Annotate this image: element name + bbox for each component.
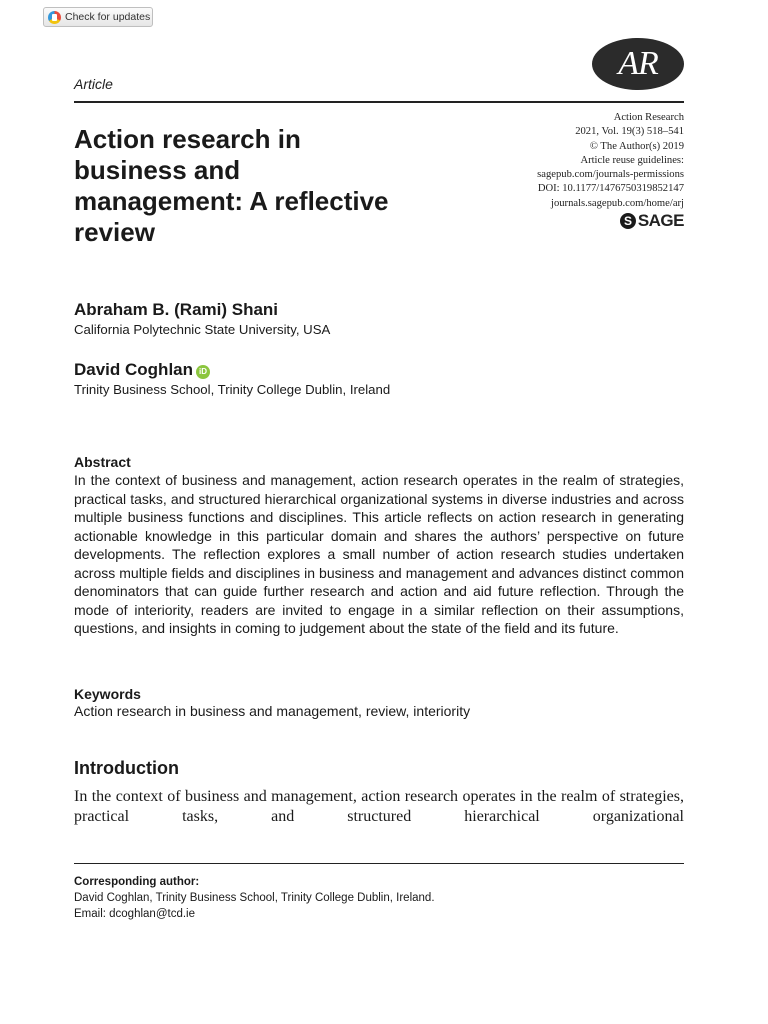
- author-2: [74, 360, 390, 397]
- sage-icon: S: [620, 213, 636, 229]
- abstract-heading: Abstract: [74, 454, 131, 470]
- check-for-updates-button[interactable]: [43, 7, 153, 27]
- header-divider: [74, 101, 684, 103]
- doi[interactable]: DOI: 10.1177/1476750319852147: [537, 183, 684, 195]
- reuse-link[interactable]: sagepub.com/journals-permissions: [537, 169, 684, 181]
- author-affiliation: Trinity Business School, Trinity College Dublin, Ireland: [74, 382, 391, 397]
- author-name-row: [74, 360, 390, 380]
- introduction-text: In the context of business and management, action research operates in the realm of strategies, practical tasks, and structured hierarchical organizational: [74, 788, 684, 825]
- keywords-section: [74, 686, 684, 719]
- publisher-logo: [620, 210, 684, 230]
- reuse-label: Article reuse guidelines:: [580, 154, 684, 166]
- publisher-name: SAGE: [637, 210, 684, 230]
- footnote-label: Corresponding author:: [74, 876, 200, 888]
- footnote-email[interactable]: Email: dcoghlan@tcd.ie: [74, 908, 195, 920]
- keywords-text: Action research in business and management, review, interiority: [74, 703, 471, 719]
- journal-logo-text: AR: [618, 45, 658, 82]
- abstract-text: In the context of business and management, action research operates in the realm of strategies, practical tasks, and structured hierarchical organizational systems in diverse industries and across multiple business functions and disciplines. This article reflects on action research in generating actionable knowledge in this particular domain and shares the authors’ perspective on future developments. The reflection explores a small number of action research studies undertaken across multiple fields and disciplines in business and management and advances distinct common denominators that can guide further research and action and aid future reflection. Through the mode of interiority, readers are invited to engage in a similar reflection on their assumptions, questions, and insights in coming to judgement about the state of the field and its future.: [74, 472, 684, 636]
- copyright: © The Author(s) 2019: [589, 140, 684, 152]
- corresponding-author-footnote: [74, 874, 684, 922]
- author-affiliation: California Polytechnic State University, USA: [74, 322, 331, 337]
- journal-volume: 2021, Vol. 19(3) 518–541: [575, 126, 684, 138]
- author-name: Abraham B. (Rami) Shani: [74, 300, 279, 319]
- abstract-section: [74, 454, 684, 638]
- footnote-divider: [74, 863, 684, 864]
- crossmark-icon: [48, 11, 61, 24]
- journal-metadata: [454, 111, 684, 230]
- check-for-updates-label: Check for updates: [65, 11, 151, 23]
- journal-homepage-link[interactable]: journals.sagepub.com/home/arj: [551, 197, 684, 209]
- author-name: David Coghlan: [74, 360, 194, 379]
- journal-name: Action Research: [613, 112, 684, 123]
- article-title: Action research in business and management: A reflective review: [74, 124, 389, 247]
- journal-logo: [592, 38, 684, 90]
- footnote-address: David Coghlan, Trinity Business School, Trinity College Dublin, Ireland.: [74, 892, 435, 904]
- author-1: [74, 300, 330, 337]
- orcid-icon[interactable]: iD: [196, 365, 210, 379]
- introduction-heading: Introduction: [74, 758, 179, 778]
- keywords-heading: Keywords: [74, 686, 141, 702]
- article-type-label: Article: [74, 76, 113, 92]
